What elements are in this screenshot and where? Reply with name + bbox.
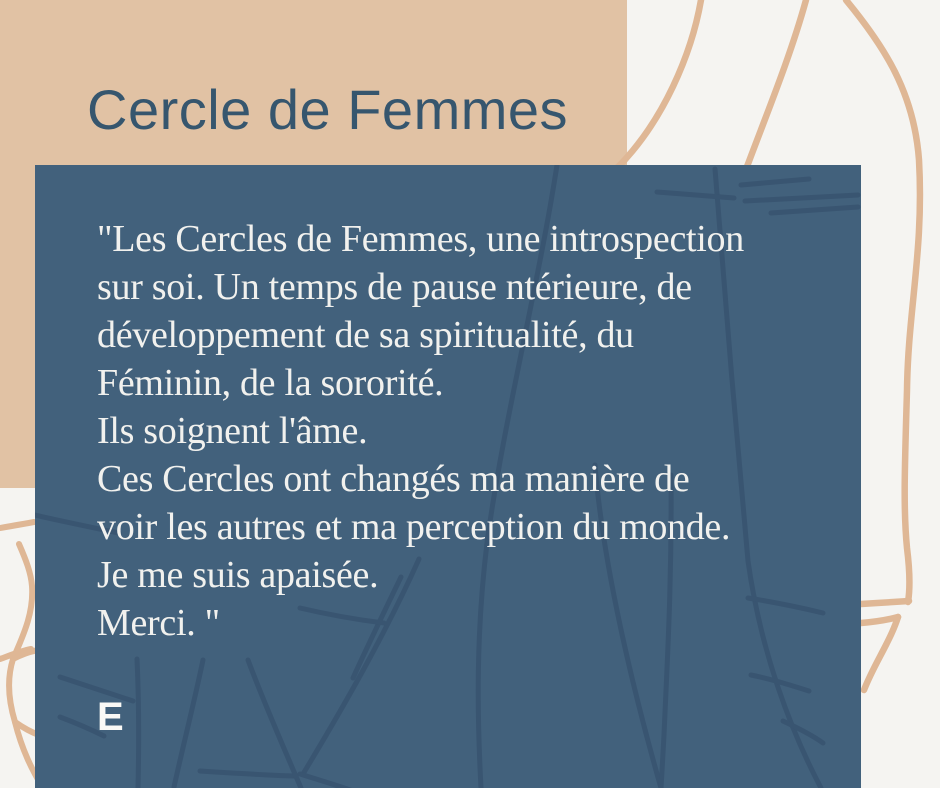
quote-line: Ils soignent l'âme. [97, 410, 368, 452]
testimonial-quote [97, 215, 744, 647]
quote-line: Je me suis apaisée. [97, 554, 379, 596]
quote-line: Merci. " [97, 602, 220, 644]
quote-line: Ces Cercles ont changés ma manière de [97, 458, 690, 500]
quote-line: sur soi. Un temps de pause ntérieure, de [97, 266, 692, 308]
quote-line: Féminin, de la sororité. [97, 362, 444, 404]
signature-initial: E [97, 695, 124, 739]
page-title: Cercle de Femmes [87, 78, 569, 141]
quote-line: "Les Cercles de Femmes, une introspection [97, 218, 744, 260]
quote-panel [35, 165, 861, 788]
quote-line: développement de sa spiritualité, du [97, 314, 634, 356]
quote-line: voir les autres et ma perception du monde. [97, 506, 731, 548]
